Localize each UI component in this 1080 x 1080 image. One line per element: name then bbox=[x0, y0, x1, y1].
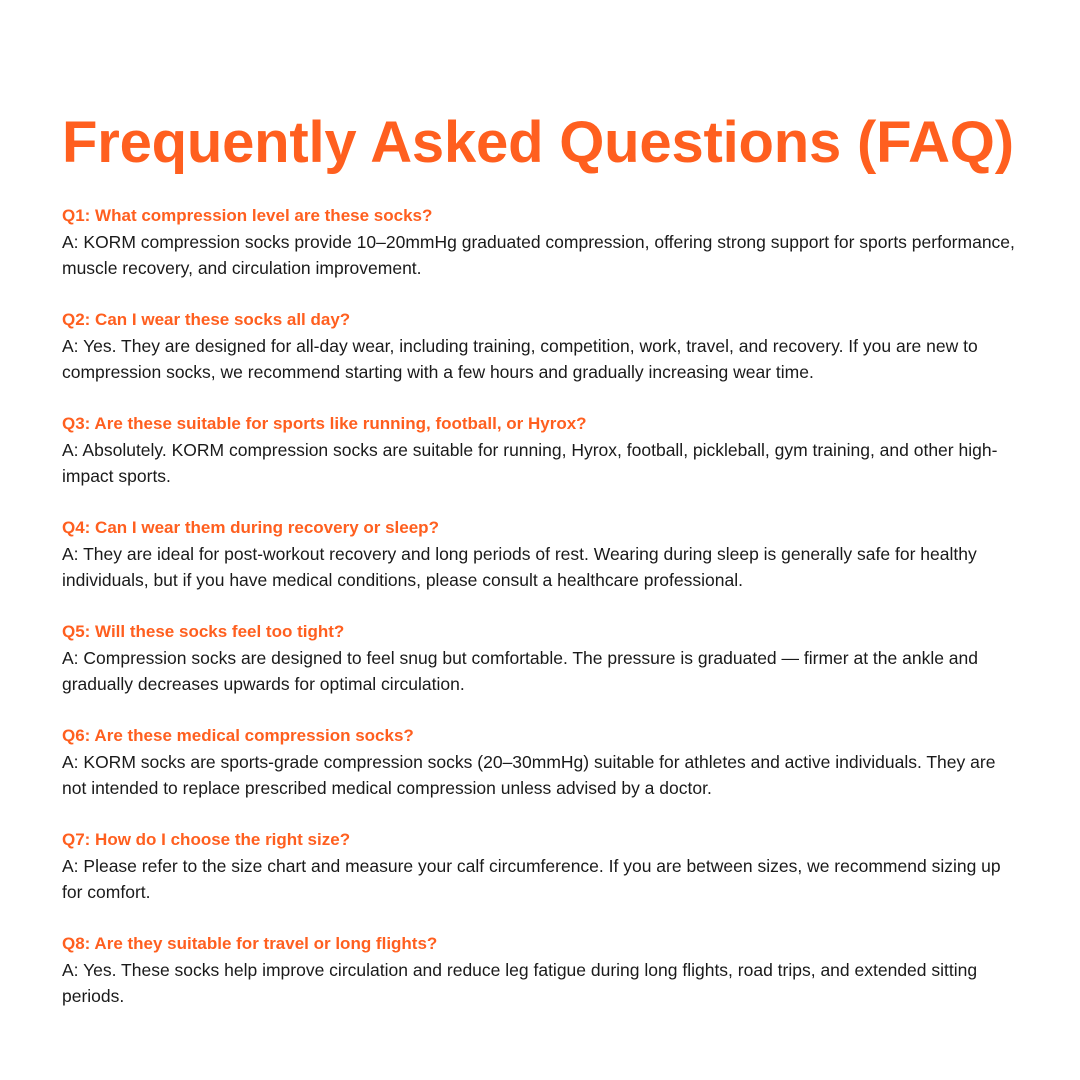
faq-question: Q4: Can I wear them during recovery or sleep? bbox=[62, 518, 439, 537]
page-title: Frequently Asked Questions (FAQ) bbox=[62, 110, 1014, 175]
faq-item-5 bbox=[62, 619, 1022, 697]
faq-question: Q8: Are they suitable for travel or long flights? bbox=[62, 934, 438, 953]
faq-answer: A: They are ideal for post-workout recovery and long periods of rest. Wearing during sleep is generally safe for healthy individuals, but if you have medical conditions, please consult a healthcare professional. bbox=[62, 544, 977, 590]
faq-answer: A: Yes. These socks help improve circulation and reduce leg fatigue during long flights, road trips, and extended sitting periods. bbox=[62, 960, 978, 1006]
faq-item-8 bbox=[62, 931, 1022, 1009]
faq-answer: A: Yes. They are designed for all-day wear, including training, competition, work, travel, and recovery. If you are new to compression socks, we recommend starting with a few hours and gradually increasing wear time. bbox=[62, 336, 978, 382]
faq-question: Q3: Are these suitable for sports like running, football, or Hyrox? bbox=[62, 414, 587, 433]
faq-answer: A: Compression socks are designed to feel snug but comfortable. The pressure is graduated — firmer at the ankle and gradually decreases upwards for optimal circulation. bbox=[62, 648, 978, 694]
faq-question: Q2: Can I wear these socks all day? bbox=[62, 310, 351, 329]
faq-item-2 bbox=[62, 307, 1022, 385]
faq-answer: A: Please refer to the size chart and measure your calf circumference. If you are between sizes, we recommend sizing up for comfort. bbox=[62, 856, 1001, 902]
faq-item-3 bbox=[62, 411, 1022, 489]
faq-item-7 bbox=[62, 827, 1022, 905]
faq-item-4 bbox=[62, 515, 1022, 593]
faq-list bbox=[62, 203, 1022, 1035]
faq-answer: A: KORM socks are sports-grade compression socks (20–30mmHg) suitable for athletes and active individuals. They are not intended to replace prescribed medical compression unless advised by a doctor. bbox=[62, 752, 996, 798]
faq-answer: A: KORM compression socks provide 10–20mmHg graduated compression, offering strong support for sports performance, muscle recovery, and circulation improvement. bbox=[62, 232, 1015, 278]
faq-question: Q7: How do I choose the right size? bbox=[62, 830, 351, 849]
faq-answer: A: Absolutely. KORM compression socks are suitable for running, Hyrox, football, pickleball, gym training, and other high-impact sports. bbox=[62, 440, 998, 486]
faq-question: Q1: What compression level are these socks? bbox=[62, 206, 433, 225]
faq-question: Q6: Are these medical compression socks? bbox=[62, 726, 414, 745]
faq-item-6 bbox=[62, 723, 1022, 801]
faq-question: Q5: Will these socks feel too tight? bbox=[62, 622, 345, 641]
faq-item-1 bbox=[62, 203, 1022, 281]
